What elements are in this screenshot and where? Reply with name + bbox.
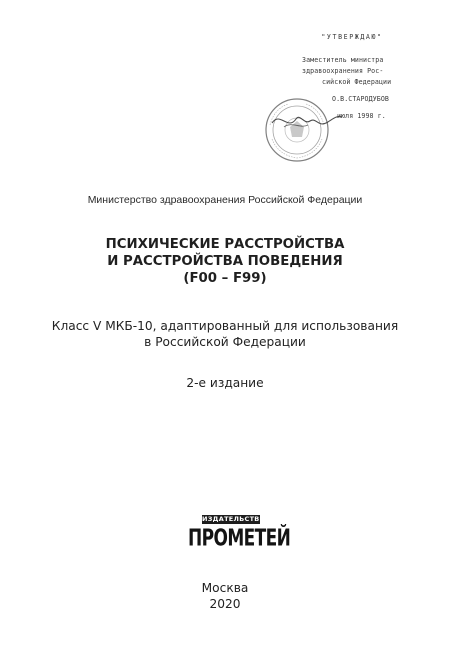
subtitle-line: в Российской Федерации [144, 335, 306, 349]
title-line: ПСИХИЧЕСКИЕ РАССТРОЙСТВА [105, 237, 345, 252]
approval-heading: "УТВЕРЖДАЮ" [321, 33, 383, 41]
signature-scribble [270, 105, 350, 135]
publication-city: Москва [201, 581, 249, 595]
edition-label: 2-е издание [186, 376, 264, 390]
approval-date: июля 1998 г. [337, 112, 386, 120]
approval-line: сийской Федерации [322, 78, 392, 86]
title-code-range: (F00 – F99) [183, 271, 267, 286]
approval-line: Заместитель министра [302, 56, 384, 64]
subtitle-line: Класс V МКБ-10, адаптированный для использования [51, 319, 399, 333]
publisher-logo-top: ИЗДАТЕЛЬСТВО [202, 515, 266, 523]
publisher-logo [186, 515, 291, 559]
approval-signatory: О.В.СТАРОДУБОВ [332, 95, 389, 103]
document-subtitle [0, 318, 450, 350]
ministry-name: Министерство здравоохранения Российской Федерации [87, 194, 363, 206]
approval-line: здравоохранения Рос- [302, 67, 384, 75]
publisher-logo-name: ПРОМЕТЕЙ [188, 525, 291, 553]
document-title [0, 236, 450, 287]
publication-year: 2020 [209, 597, 241, 611]
title-line: И РАССТРОЙСТВА ПОВЕДЕНИЯ [107, 254, 343, 269]
